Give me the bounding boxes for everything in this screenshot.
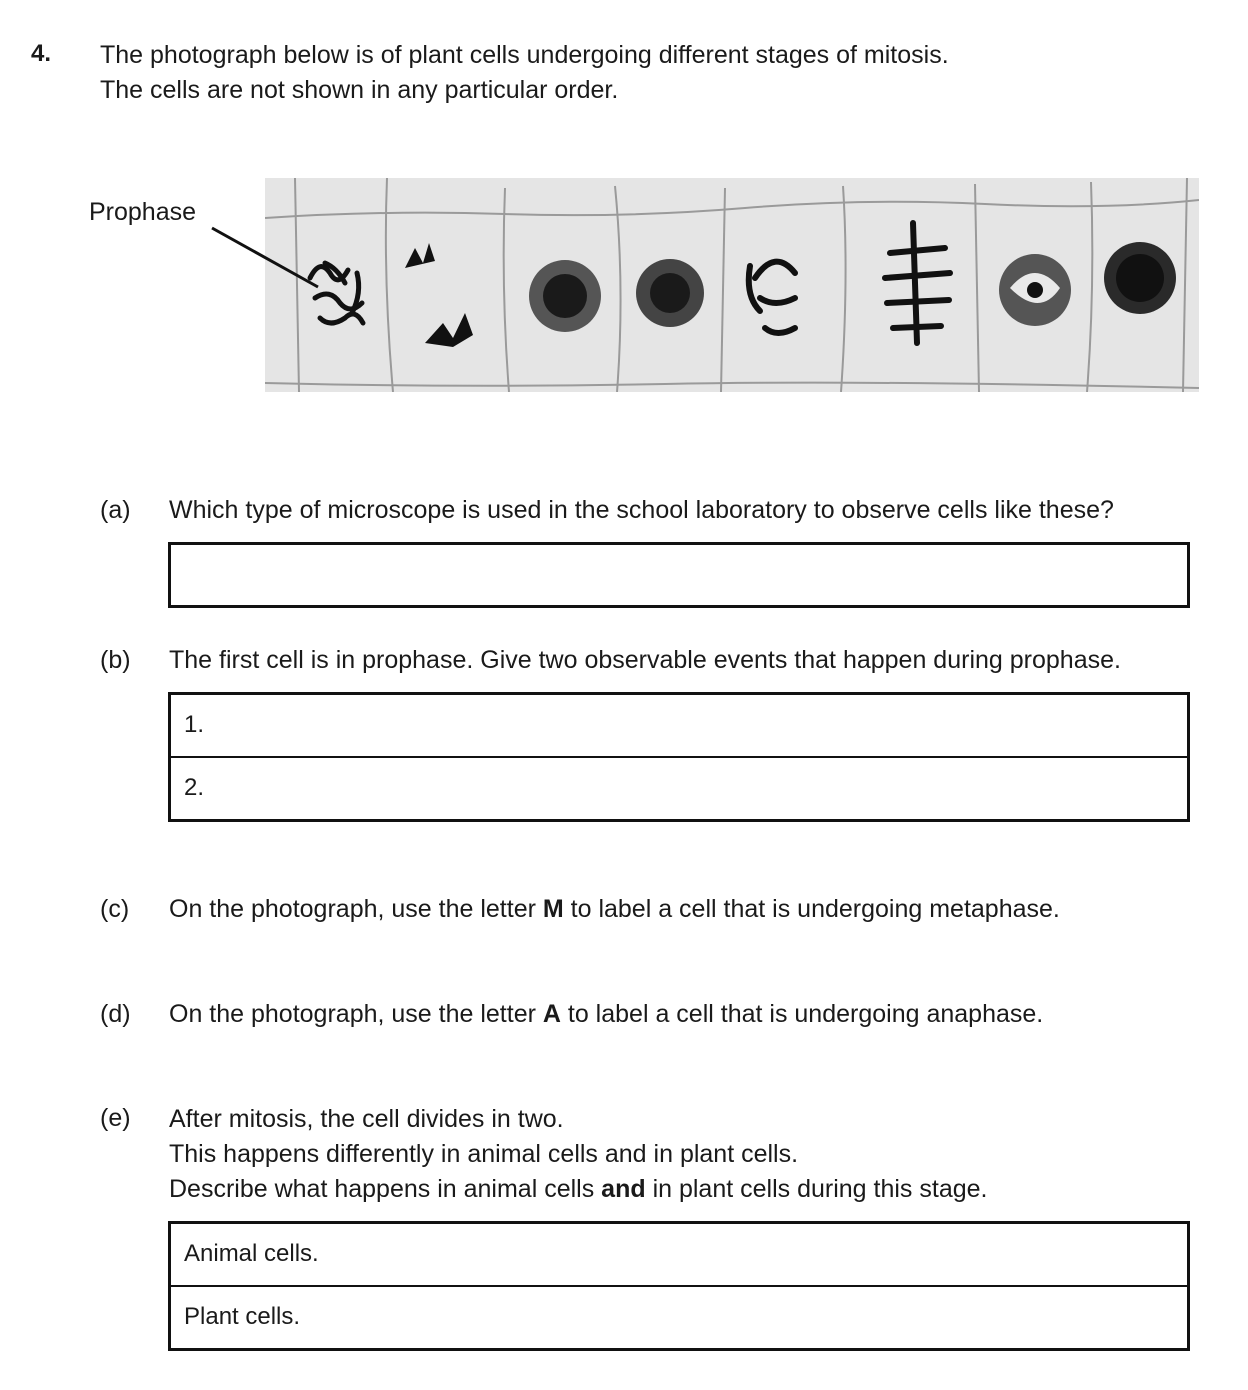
part-e-text bbox=[169, 1102, 987, 1207]
part-d-letter: (d) bbox=[100, 1000, 131, 1028]
answer-row-b2[interactable] bbox=[171, 758, 1187, 819]
answer-box-e[interactable] bbox=[168, 1221, 1190, 1351]
part-a-letter: (a) bbox=[100, 496, 131, 524]
answer-box-b[interactable] bbox=[168, 692, 1190, 822]
prophase-label: Prophase bbox=[89, 198, 197, 226]
part-b-text: The first cell is in prophase. Give two observable events that happen during prophase. bbox=[169, 646, 1121, 674]
row-label: Plant cells. bbox=[184, 1303, 301, 1330]
answer-row-animal[interactable] bbox=[171, 1224, 1187, 1287]
part-c-text: On the photograph, use the letter M to label a cell that is undergoing metaphase. bbox=[169, 895, 1060, 923]
intro-line-2: The cells are not shown in any particular order. bbox=[100, 76, 619, 104]
row-label: 1. bbox=[184, 711, 205, 738]
answer-row-b1[interactable] bbox=[171, 695, 1187, 758]
intro-line-1: The photograph below is of plant cells undergoing different stages of mitosis. bbox=[100, 41, 949, 69]
part-e-letter: (e) bbox=[100, 1104, 131, 1132]
question-intro bbox=[100, 38, 949, 108]
part-e-line-2: This happens differently in animal cells and in plant cells. bbox=[169, 1140, 799, 1168]
row-label: Animal cells. bbox=[184, 1240, 319, 1267]
part-b-letter: (b) bbox=[100, 646, 131, 674]
answer-box-a[interactable] bbox=[168, 542, 1190, 608]
cell-seven bbox=[999, 254, 1071, 326]
answer-row-plant[interactable] bbox=[171, 1287, 1187, 1348]
mitosis-micrograph[interactable] bbox=[265, 178, 1199, 392]
question-number: 4. bbox=[31, 40, 52, 67]
part-e-line-1: After mitosis, the cell divides in two. bbox=[169, 1105, 564, 1133]
part-a-text: Which type of microscope is used in the school laboratory to observe cells like these? bbox=[169, 496, 1114, 524]
part-d-text: On the photograph, use the letter A to label a cell that is undergoing anaphase. bbox=[169, 1000, 1044, 1028]
part-c-letter: (c) bbox=[100, 895, 130, 923]
row-label: 2. bbox=[184, 774, 205, 801]
part-e-line-3: Describe what happens in animal cells and in plant cells during this stage. bbox=[169, 1175, 988, 1203]
